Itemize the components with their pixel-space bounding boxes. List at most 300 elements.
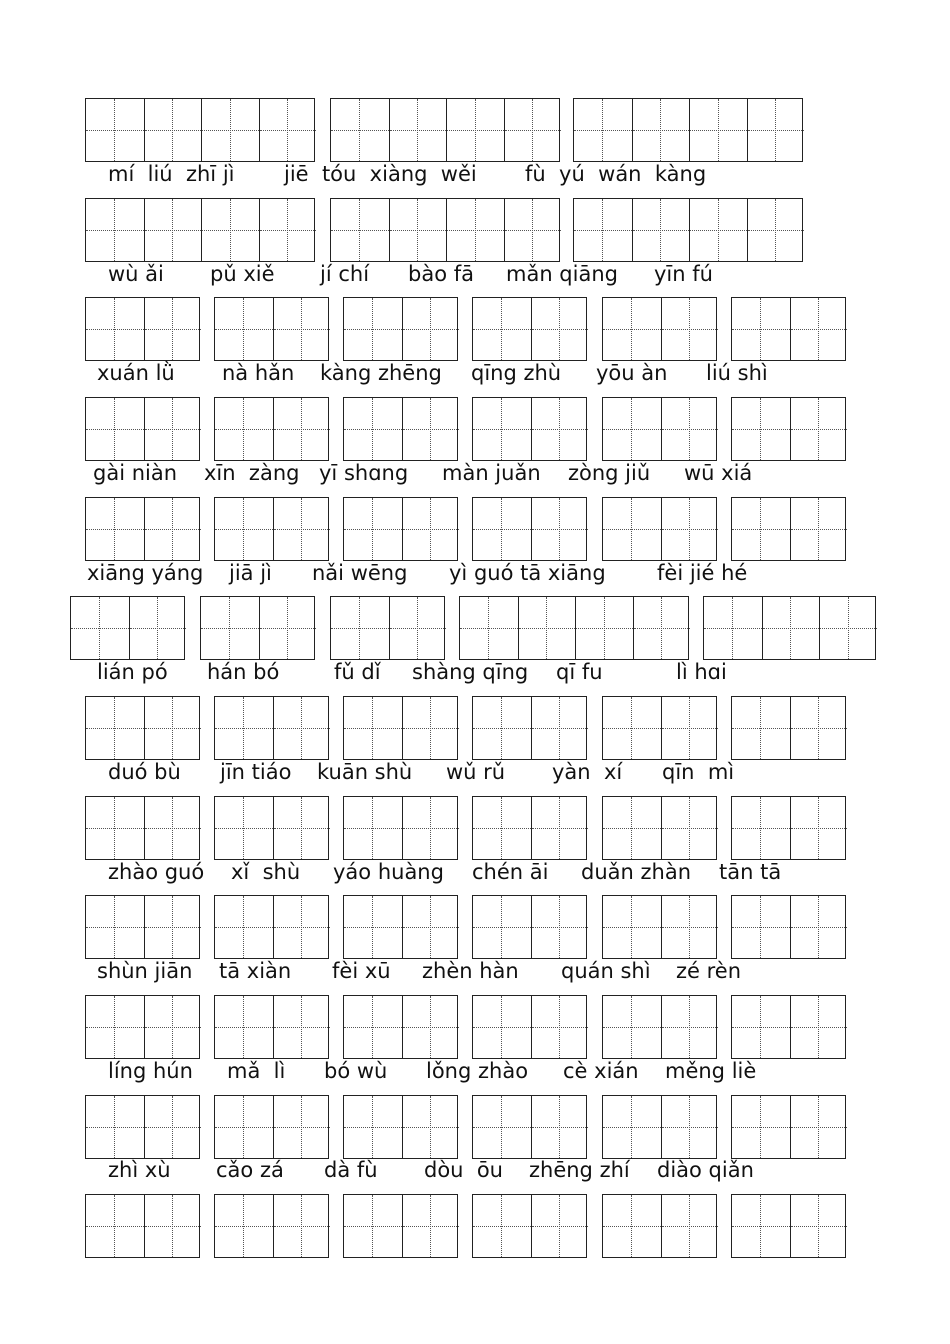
- writing-cell[interactable]: [531, 498, 589, 560]
- writing-cell[interactable]: [215, 398, 273, 460]
- writing-cell[interactable]: [632, 99, 690, 161]
- tianzige-box: [85, 1194, 200, 1258]
- cell-guide-horizontal: [344, 828, 402, 829]
- tianzige-box: [330, 98, 560, 162]
- writing-cell[interactable]: [402, 697, 460, 759]
- writing-cell[interactable]: [86, 298, 144, 360]
- cell-guide-vertical: [301, 996, 302, 1058]
- cell-guide-horizontal: [71, 628, 129, 629]
- tianzige-box: [343, 297, 458, 361]
- cell-guide-horizontal: [473, 529, 531, 530]
- cell-guide-vertical: [689, 498, 690, 560]
- cell-guide-vertical: [631, 398, 632, 460]
- tianzige-box: [472, 796, 587, 860]
- writing-cell[interactable]: [819, 597, 877, 659]
- writing-cell[interactable]: [402, 996, 460, 1058]
- pinyin-label: yī shɑng: [319, 461, 409, 485]
- cell-guide-vertical: [546, 597, 547, 659]
- tianzige-box: [472, 497, 587, 561]
- writing-cell[interactable]: [331, 199, 389, 261]
- cell-guide-vertical: [430, 896, 431, 958]
- writing-cell[interactable]: [86, 896, 144, 958]
- writing-cell[interactable]: [144, 896, 202, 958]
- writing-cell[interactable]: [344, 398, 402, 460]
- writing-cell[interactable]: [574, 99, 632, 161]
- cell-guide-horizontal: [215, 1127, 273, 1128]
- writing-cell[interactable]: [402, 896, 460, 958]
- cell-guide-horizontal: [732, 728, 790, 729]
- tianzige-box: [602, 397, 717, 461]
- writing-cell[interactable]: [86, 398, 144, 460]
- pinyin-label: zhēng zhí: [529, 1158, 630, 1182]
- tianzige-box: [343, 895, 458, 959]
- cell-guide-vertical: [417, 199, 418, 261]
- writing-cell[interactable]: [86, 797, 144, 859]
- cell-guide-vertical: [243, 1195, 244, 1257]
- pinyin-label: kàng zhēng: [320, 361, 442, 385]
- pinyin-label: měng liè: [665, 1059, 757, 1083]
- pinyin-label: mí liú zhī jì: [108, 162, 235, 186]
- writing-cell[interactable]: [603, 498, 661, 560]
- cell-guide-vertical: [114, 1096, 115, 1158]
- pinyin-label: zhèn hàn: [422, 959, 519, 983]
- cell-guide-vertical: [631, 1195, 632, 1257]
- writing-cell[interactable]: [144, 1195, 202, 1257]
- writing-cell[interactable]: [790, 498, 848, 560]
- writing-cell[interactable]: [215, 298, 273, 360]
- writing-cell[interactable]: [273, 1195, 331, 1257]
- tianzige-box: [573, 198, 803, 262]
- writing-cell[interactable]: [460, 597, 518, 659]
- cell-guide-vertical: [760, 498, 761, 560]
- writing-cell[interactable]: [732, 797, 790, 859]
- cell-guide-vertical: [790, 597, 791, 659]
- writing-cell[interactable]: [129, 597, 187, 659]
- cell-guide-vertical: [301, 1195, 302, 1257]
- cell-guide-vertical: [689, 697, 690, 759]
- cell-guide-horizontal: [603, 1027, 661, 1028]
- writing-cell[interactable]: [273, 398, 331, 460]
- writing-cell[interactable]: [273, 498, 331, 560]
- writing-cell[interactable]: [790, 1096, 848, 1158]
- cell-guide-horizontal: [732, 329, 790, 330]
- pinyin-label: fèi xū: [332, 959, 391, 983]
- pinyin-label: dà fù: [324, 1158, 378, 1182]
- writing-cell[interactable]: [661, 896, 719, 958]
- writing-cell[interactable]: [704, 597, 762, 659]
- pinyin-label: lì hɑi: [676, 660, 727, 684]
- cell-guide-vertical: [243, 996, 244, 1058]
- writing-cell[interactable]: [86, 996, 144, 1058]
- writing-cell[interactable]: [344, 697, 402, 759]
- cell-guide-vertical: [760, 1096, 761, 1158]
- writing-cell[interactable]: [144, 498, 202, 560]
- cell-guide-vertical: [372, 1096, 373, 1158]
- pinyin-label: zhào guó: [108, 860, 205, 884]
- writing-cell[interactable]: [732, 398, 790, 460]
- cell-guide-horizontal: [704, 628, 762, 629]
- writing-cell[interactable]: [86, 1096, 144, 1158]
- cell-guide-vertical: [501, 498, 502, 560]
- pinyin-label: duó bù: [108, 760, 181, 784]
- cell-guide-horizontal: [86, 1127, 144, 1128]
- writing-cell[interactable]: [603, 1195, 661, 1257]
- cell-guide-horizontal: [603, 927, 661, 928]
- cell-guide-vertical: [501, 797, 502, 859]
- writing-cell[interactable]: [732, 298, 790, 360]
- tianzige-box: [214, 895, 329, 959]
- writing-cell[interactable]: [473, 1195, 531, 1257]
- pinyin-label: wù ǎi: [108, 262, 164, 286]
- writing-cell[interactable]: [86, 697, 144, 759]
- writing-cell[interactable]: [790, 797, 848, 859]
- writing-cell[interactable]: [531, 1096, 589, 1158]
- writing-cell[interactable]: [790, 1195, 848, 1257]
- writing-cell[interactable]: [201, 99, 259, 161]
- writing-cell[interactable]: [531, 797, 589, 859]
- writing-cell[interactable]: [344, 1096, 402, 1158]
- cell-guide-horizontal: [344, 728, 402, 729]
- writing-cell[interactable]: [732, 996, 790, 1058]
- writing-cell[interactable]: [215, 896, 273, 958]
- tianzige-box: [85, 1095, 200, 1159]
- writing-cell[interactable]: [531, 398, 589, 460]
- writing-cell[interactable]: [473, 996, 531, 1058]
- writing-cell[interactable]: [661, 797, 719, 859]
- cell-guide-vertical: [475, 99, 476, 161]
- writing-cell[interactable]: [790, 996, 848, 1058]
- writing-cell[interactable]: [632, 199, 690, 261]
- cell-guide-vertical: [631, 797, 632, 859]
- writing-cell[interactable]: [732, 1096, 790, 1158]
- writing-cell[interactable]: [389, 597, 447, 659]
- writing-cell[interactable]: [344, 298, 402, 360]
- writing-cell[interactable]: [144, 1096, 202, 1158]
- cell-guide-vertical: [114, 398, 115, 460]
- tianzige-box: [472, 297, 587, 361]
- writing-cell[interactable]: [747, 199, 805, 261]
- tianzige-box: [602, 1194, 717, 1258]
- writing-cell[interactable]: [504, 99, 562, 161]
- tianzige-box: [85, 895, 200, 959]
- writing-cell[interactable]: [144, 99, 202, 161]
- cell-guide-vertical: [501, 1195, 502, 1257]
- writing-cell[interactable]: [504, 199, 562, 261]
- writing-cell[interactable]: [273, 797, 331, 859]
- pinyin-label: shùn jiān: [97, 959, 193, 983]
- cell-guide-horizontal: [732, 529, 790, 530]
- writing-cell[interactable]: [531, 298, 589, 360]
- cell-guide-vertical: [559, 896, 560, 958]
- tianzige-box: [472, 1194, 587, 1258]
- writing-cell[interactable]: [661, 298, 719, 360]
- writing-cell[interactable]: [215, 697, 273, 759]
- writing-cell[interactable]: [144, 996, 202, 1058]
- cell-guide-horizontal: [86, 927, 144, 928]
- cell-guide-vertical: [689, 797, 690, 859]
- cell-guide-vertical: [760, 398, 761, 460]
- writing-cell[interactable]: [215, 996, 273, 1058]
- writing-cell[interactable]: [86, 199, 144, 261]
- writing-cell[interactable]: [790, 298, 848, 360]
- writing-cell[interactable]: [389, 99, 447, 161]
- writing-cell[interactable]: [473, 398, 531, 460]
- writing-cell[interactable]: [531, 896, 589, 958]
- cell-guide-vertical: [631, 298, 632, 360]
- pinyin-label: nà hǎn: [222, 361, 295, 385]
- pinyin-label: líng hún: [108, 1059, 193, 1083]
- cell-guide-horizontal: [732, 1027, 790, 1028]
- cell-guide-vertical: [301, 298, 302, 360]
- writing-cell[interactable]: [661, 996, 719, 1058]
- cell-guide-vertical: [114, 697, 115, 759]
- cell-guide-horizontal: [603, 429, 661, 430]
- writing-cell[interactable]: [144, 298, 202, 360]
- pinyin-label: yì guó tā xiāng: [449, 561, 606, 585]
- cell-guide-vertical: [359, 99, 360, 161]
- writing-cell[interactable]: [732, 896, 790, 958]
- cell-guide-vertical: [359, 597, 360, 659]
- cell-guide-vertical: [114, 896, 115, 958]
- cell-guide-vertical: [760, 896, 761, 958]
- writing-cell[interactable]: [402, 498, 460, 560]
- cell-guide-vertical: [172, 298, 173, 360]
- writing-cell[interactable]: [144, 797, 202, 859]
- cell-guide-vertical: [230, 99, 231, 161]
- writing-cell[interactable]: [344, 1195, 402, 1257]
- cell-guide-horizontal: [603, 329, 661, 330]
- tianzige-box: [343, 397, 458, 461]
- cell-guide-vertical: [430, 498, 431, 560]
- cell-guide-horizontal: [473, 1027, 531, 1028]
- pinyin-label: qīng zhù: [471, 361, 562, 385]
- cell-guide-horizontal: [603, 728, 661, 729]
- cell-guide-vertical: [660, 199, 661, 261]
- writing-cell[interactable]: [473, 298, 531, 360]
- writing-cell[interactable]: [273, 298, 331, 360]
- writing-cell[interactable]: [402, 398, 460, 460]
- writing-cell[interactable]: [389, 199, 447, 261]
- cell-guide-vertical: [631, 697, 632, 759]
- cell-guide-vertical: [488, 597, 489, 659]
- cell-guide-vertical: [430, 697, 431, 759]
- writing-cell[interactable]: [661, 697, 719, 759]
- cell-guide-vertical: [475, 199, 476, 261]
- writing-cell[interactable]: [273, 1096, 331, 1158]
- cell-guide-vertical: [818, 996, 819, 1058]
- pinyin-label: wū xiá: [684, 461, 753, 485]
- writing-cell[interactable]: [518, 597, 576, 659]
- writing-cell[interactable]: [331, 597, 389, 659]
- pinyin-label: qīn mì: [662, 760, 735, 784]
- cell-guide-vertical: [301, 896, 302, 958]
- writing-cell[interactable]: [344, 498, 402, 560]
- cell-guide-vertical: [760, 797, 761, 859]
- cell-guide-vertical: [689, 298, 690, 360]
- cell-guide-horizontal: [215, 728, 273, 729]
- cell-guide-horizontal: [473, 927, 531, 928]
- tianzige-box: [602, 297, 717, 361]
- tianzige-box: [330, 596, 445, 660]
- writing-cell[interactable]: [661, 398, 719, 460]
- cell-guide-horizontal: [344, 1027, 402, 1028]
- cell-guide-horizontal: [732, 429, 790, 430]
- cell-guide-vertical: [372, 398, 373, 460]
- cell-guide-vertical: [604, 597, 605, 659]
- writing-cell[interactable]: [215, 498, 273, 560]
- cell-guide-horizontal: [603, 828, 661, 829]
- writing-cell[interactable]: [661, 1096, 719, 1158]
- writing-cell[interactable]: [574, 199, 632, 261]
- cell-guide-horizontal: [86, 529, 144, 530]
- writing-cell[interactable]: [473, 697, 531, 759]
- writing-cell[interactable]: [86, 99, 144, 161]
- writing-cell[interactable]: [575, 597, 633, 659]
- writing-cell[interactable]: [633, 597, 691, 659]
- writing-cell[interactable]: [473, 498, 531, 560]
- writing-cell[interactable]: [603, 896, 661, 958]
- writing-cell[interactable]: [144, 398, 202, 460]
- cell-guide-vertical: [243, 1096, 244, 1158]
- pinyin-label: tā xiàn: [219, 959, 292, 983]
- writing-cell[interactable]: [661, 1195, 719, 1257]
- writing-cell[interactable]: [215, 1096, 273, 1158]
- tianzige-box: [472, 1095, 587, 1159]
- tianzige-box: [343, 796, 458, 860]
- cell-guide-vertical: [501, 996, 502, 1058]
- cell-guide-vertical: [818, 1195, 819, 1257]
- cell-guide-vertical: [114, 199, 115, 261]
- writing-cell[interactable]: [201, 199, 259, 261]
- pinyin-label: nǎi wēng: [312, 561, 408, 585]
- pinyin-label: yáo huàng: [333, 860, 444, 884]
- tianzige-box: [459, 596, 689, 660]
- writing-cell[interactable]: [259, 597, 317, 659]
- cell-guide-vertical: [430, 398, 431, 460]
- writing-cell[interactable]: [273, 896, 331, 958]
- writing-cell[interactable]: [273, 697, 331, 759]
- cell-guide-vertical: [818, 498, 819, 560]
- tianzige-box: [214, 497, 329, 561]
- writing-cell[interactable]: [201, 597, 259, 659]
- cell-guide-horizontal: [473, 429, 531, 430]
- writing-cell[interactable]: [603, 1096, 661, 1158]
- writing-cell[interactable]: [473, 797, 531, 859]
- writing-cell[interactable]: [531, 996, 589, 1058]
- writing-cell[interactable]: [473, 1096, 531, 1158]
- writing-cell[interactable]: [331, 99, 389, 161]
- writing-cell[interactable]: [86, 498, 144, 560]
- tianzige-box: [343, 497, 458, 561]
- cell-guide-vertical: [559, 498, 560, 560]
- writing-cell[interactable]: [259, 99, 317, 161]
- pinyin-label: xǐ shù: [231, 860, 301, 884]
- writing-cell[interactable]: [603, 797, 661, 859]
- cell-guide-vertical: [559, 996, 560, 1058]
- cell-guide-vertical: [559, 797, 560, 859]
- writing-cell[interactable]: [661, 498, 719, 560]
- pinyin-label: dòu ōu: [424, 1158, 503, 1182]
- writing-cell[interactable]: [344, 896, 402, 958]
- writing-cell[interactable]: [603, 697, 661, 759]
- writing-cell[interactable]: [689, 99, 747, 161]
- cell-guide-horizontal: [473, 1226, 531, 1227]
- cell-guide-horizontal: [603, 1226, 661, 1227]
- writing-cell[interactable]: [71, 597, 129, 659]
- cell-guide-vertical: [661, 597, 662, 659]
- writing-cell[interactable]: [747, 99, 805, 161]
- cell-guide-vertical: [848, 597, 849, 659]
- writing-cell[interactable]: [402, 1096, 460, 1158]
- writing-cell[interactable]: [273, 996, 331, 1058]
- writing-cell[interactable]: [790, 398, 848, 460]
- tianzige-box: [472, 696, 587, 760]
- writing-cell[interactable]: [402, 1195, 460, 1257]
- writing-cell[interactable]: [732, 1195, 790, 1257]
- writing-cell[interactable]: [402, 298, 460, 360]
- writing-cell[interactable]: [402, 797, 460, 859]
- writing-cell[interactable]: [732, 498, 790, 560]
- cell-guide-vertical: [430, 996, 431, 1058]
- writing-cell[interactable]: [790, 896, 848, 958]
- writing-cell[interactable]: [689, 199, 747, 261]
- tianzige-box: [85, 297, 200, 361]
- cell-guide-horizontal: [86, 828, 144, 829]
- tianzige-box: [703, 596, 876, 660]
- writing-cell[interactable]: [215, 797, 273, 859]
- writing-cell[interactable]: [732, 697, 790, 759]
- cell-guide-horizontal: [215, 429, 273, 430]
- writing-cell[interactable]: [790, 697, 848, 759]
- writing-cell[interactable]: [603, 298, 661, 360]
- writing-cell[interactable]: [531, 1195, 589, 1257]
- writing-cell[interactable]: [446, 99, 504, 161]
- writing-cell[interactable]: [603, 398, 661, 460]
- cell-guide-vertical: [718, 199, 719, 261]
- cell-guide-vertical: [660, 99, 661, 161]
- tianzige-box: [602, 796, 717, 860]
- pinyin-label: hán bó: [207, 660, 280, 684]
- writing-cell[interactable]: [446, 199, 504, 261]
- cell-guide-vertical: [287, 199, 288, 261]
- cell-guide-horizontal: [86, 429, 144, 430]
- writing-cell[interactable]: [473, 896, 531, 958]
- writing-cell[interactable]: [603, 996, 661, 1058]
- pinyin-label: wǔ rǔ: [446, 760, 506, 784]
- writing-cell[interactable]: [344, 996, 402, 1058]
- cell-guide-horizontal: [331, 130, 389, 131]
- writing-cell[interactable]: [144, 199, 202, 261]
- writing-cell[interactable]: [344, 797, 402, 859]
- cell-guide-horizontal: [86, 728, 144, 729]
- writing-cell[interactable]: [215, 1195, 273, 1257]
- tianzige-box: [472, 995, 587, 1059]
- writing-cell[interactable]: [259, 199, 317, 261]
- cell-guide-vertical: [372, 797, 373, 859]
- tianzige-box: [602, 895, 717, 959]
- pinyin-label: zhì xù: [108, 1158, 171, 1182]
- cell-guide-vertical: [301, 498, 302, 560]
- writing-cell[interactable]: [531, 697, 589, 759]
- writing-cell[interactable]: [86, 1195, 144, 1257]
- cell-guide-vertical: [430, 298, 431, 360]
- pinyin-label: bào fā: [408, 262, 474, 286]
- pinyin-label: quán shì: [561, 959, 651, 983]
- cell-guide-vertical: [775, 99, 776, 161]
- pinyin-label: yàn xí: [552, 760, 623, 784]
- writing-cell[interactable]: [144, 697, 202, 759]
- writing-cell[interactable]: [762, 597, 820, 659]
